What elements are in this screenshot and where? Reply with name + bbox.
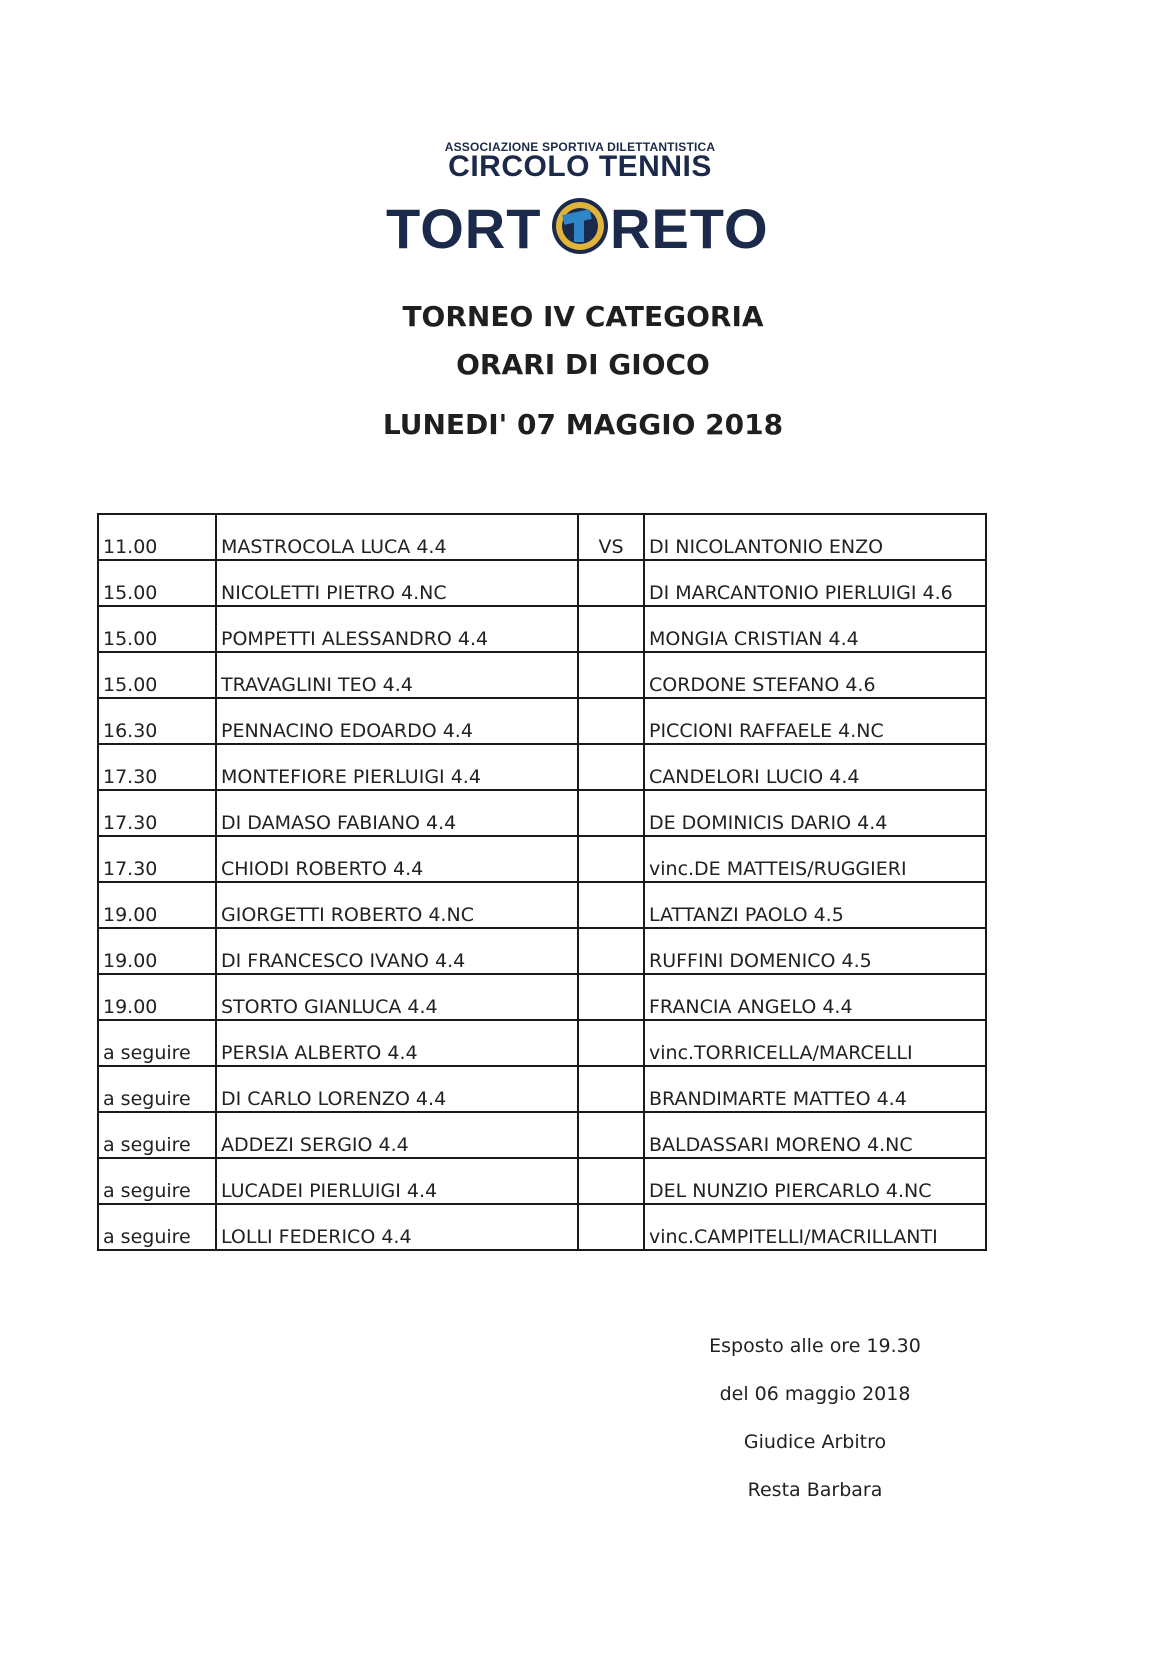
- match-time: a seguire: [98, 1066, 216, 1112]
- versus-label: [578, 1112, 644, 1158]
- player-one: PERSIA ALBERTO 4.4: [216, 1020, 578, 1066]
- versus-label: [578, 744, 644, 790]
- versus-label: [578, 882, 644, 928]
- table-row: [98, 1204, 986, 1250]
- player-one: MONTEFIORE PIERLUIGI 4.4: [216, 744, 578, 790]
- svg-text:TORT: TORT: [386, 197, 542, 260]
- player-two: LATTANZI PAOLO 4.5: [644, 882, 986, 928]
- player-two: MONGIA CRISTIAN 4.4: [644, 606, 986, 652]
- logo-association: ASSOCIAZIONE SPORTIVA DILETTANTISTICA: [444, 140, 716, 154]
- player-one: LOLLI FEDERICO 4.4: [216, 1204, 578, 1250]
- table-row: [98, 652, 986, 698]
- player-one: STORTO GIANLUCA 4.4: [216, 974, 578, 1020]
- versus-label: [578, 1158, 644, 1204]
- player-two: vinc.CAMPITELLI/MACRILLANTI: [644, 1204, 986, 1250]
- match-time: 16.30: [98, 698, 216, 744]
- match-time: a seguire: [98, 1112, 216, 1158]
- player-one: DI FRANCESCO IVANO 4.4: [216, 928, 578, 974]
- player-two: BALDASSARI MORENO 4.NC: [644, 1112, 986, 1158]
- player-one: NICOLETTI PIETRO 4.NC: [216, 560, 578, 606]
- versus-label: [578, 1204, 644, 1250]
- player-one: GIORGETTI ROBERTO 4.NC: [216, 882, 578, 928]
- table-row: [98, 1020, 986, 1066]
- tennis-ball-icon: [552, 198, 608, 254]
- page-date: LUNEDI' 07 MAGGIO 2018: [382, 408, 784, 441]
- match-time: a seguire: [98, 1204, 216, 1250]
- versus-label: [578, 974, 644, 1020]
- club-logo: [380, 138, 780, 268]
- match-time: 17.30: [98, 836, 216, 882]
- versus-label: [578, 928, 644, 974]
- versus-label: [578, 606, 644, 652]
- match-time: a seguire: [98, 1020, 216, 1066]
- player-two: DEL NUNZIO PIERCARLO 4.NC: [644, 1158, 986, 1204]
- player-one: MASTROCOLA LUCA 4.4: [216, 514, 578, 560]
- table-row: [98, 1066, 986, 1112]
- table-row: [98, 836, 986, 882]
- versus-label: [578, 698, 644, 744]
- player-two: FRANCIA ANGELO 4.4: [644, 974, 986, 1020]
- versus-label: VS: [578, 514, 644, 560]
- versus-label: [578, 790, 644, 836]
- table-row: [98, 560, 986, 606]
- match-time: a seguire: [98, 1158, 216, 1204]
- versus-label: [578, 560, 644, 606]
- table-row: [98, 790, 986, 836]
- player-two: vinc.DE MATTEIS/RUGGIERI: [644, 836, 986, 882]
- table-row: [98, 1158, 986, 1204]
- player-two: vinc.TORRICELLA/MARCELLI: [644, 1020, 986, 1066]
- versus-label: [578, 1020, 644, 1066]
- posted-date: del 06 maggio 2018: [719, 1383, 911, 1405]
- match-time: 15.00: [98, 560, 216, 606]
- posted-time: Esposto alle ore 19.30: [709, 1335, 921, 1357]
- match-time: 17.30: [98, 790, 216, 836]
- referee-name: Resta Barbara: [747, 1479, 883, 1501]
- player-two: DE DOMINICIS DARIO 4.4: [644, 790, 986, 836]
- match-time: 19.00: [98, 882, 216, 928]
- player-two: CORDONE STEFANO 4.6: [644, 652, 986, 698]
- table-row: [98, 606, 986, 652]
- player-one: CHIODI ROBERTO 4.4: [216, 836, 578, 882]
- match-time: 15.00: [98, 606, 216, 652]
- referee-role: Giudice Arbitro: [743, 1431, 887, 1453]
- table-row: [98, 1112, 986, 1158]
- player-two: BRANDIMARTE MATTEO 4.4: [644, 1066, 986, 1112]
- player-one: ADDEZI SERGIO 4.4: [216, 1112, 578, 1158]
- player-one: LUCADEI PIERLUIGI 4.4: [216, 1158, 578, 1204]
- table-row: [98, 928, 986, 974]
- page-subtitle: ORARI DI GIOCO: [456, 348, 710, 381]
- logo-club: CIRCOLO TENNIS: [448, 150, 712, 183]
- player-two: RUFFINI DOMENICO 4.5: [644, 928, 986, 974]
- posting-notes: [680, 1335, 950, 1527]
- schedule-table: [97, 513, 987, 1251]
- player-two: DI MARCANTONIO PIERLUIGI 4.6: [644, 560, 986, 606]
- player-two: CANDELORI LUCIO 4.4: [644, 744, 986, 790]
- table-row: [98, 698, 986, 744]
- player-one: DI DAMASO FABIANO 4.4: [216, 790, 578, 836]
- player-one: PENNACINO EDOARDO 4.4: [216, 698, 578, 744]
- versus-label: [578, 1066, 644, 1112]
- player-two: DI NICOLANTONIO ENZO: [644, 514, 986, 560]
- player-one: POMPETTI ALESSANDRO 4.4: [216, 606, 578, 652]
- svg-text:RETO: RETO: [610, 197, 769, 260]
- match-time: 19.00: [98, 928, 216, 974]
- versus-label: [578, 652, 644, 698]
- versus-label: [578, 836, 644, 882]
- match-time: 17.30: [98, 744, 216, 790]
- match-time: 19.00: [98, 974, 216, 1020]
- player-one: DI CARLO LORENZO 4.4: [216, 1066, 578, 1112]
- match-time: 15.00: [98, 652, 216, 698]
- page-title: TORNEO IV CATEGORIA: [402, 300, 764, 333]
- player-one: TRAVAGLINI TEO 4.4: [216, 652, 578, 698]
- table-row: [98, 744, 986, 790]
- logo-town-wordmark: [380, 186, 780, 266]
- player-two: PICCIONI RAFFAELE 4.NC: [644, 698, 986, 744]
- match-time: 11.00: [98, 514, 216, 560]
- table-row: [98, 974, 986, 1020]
- table-row: [98, 882, 986, 928]
- table-row: [98, 514, 986, 560]
